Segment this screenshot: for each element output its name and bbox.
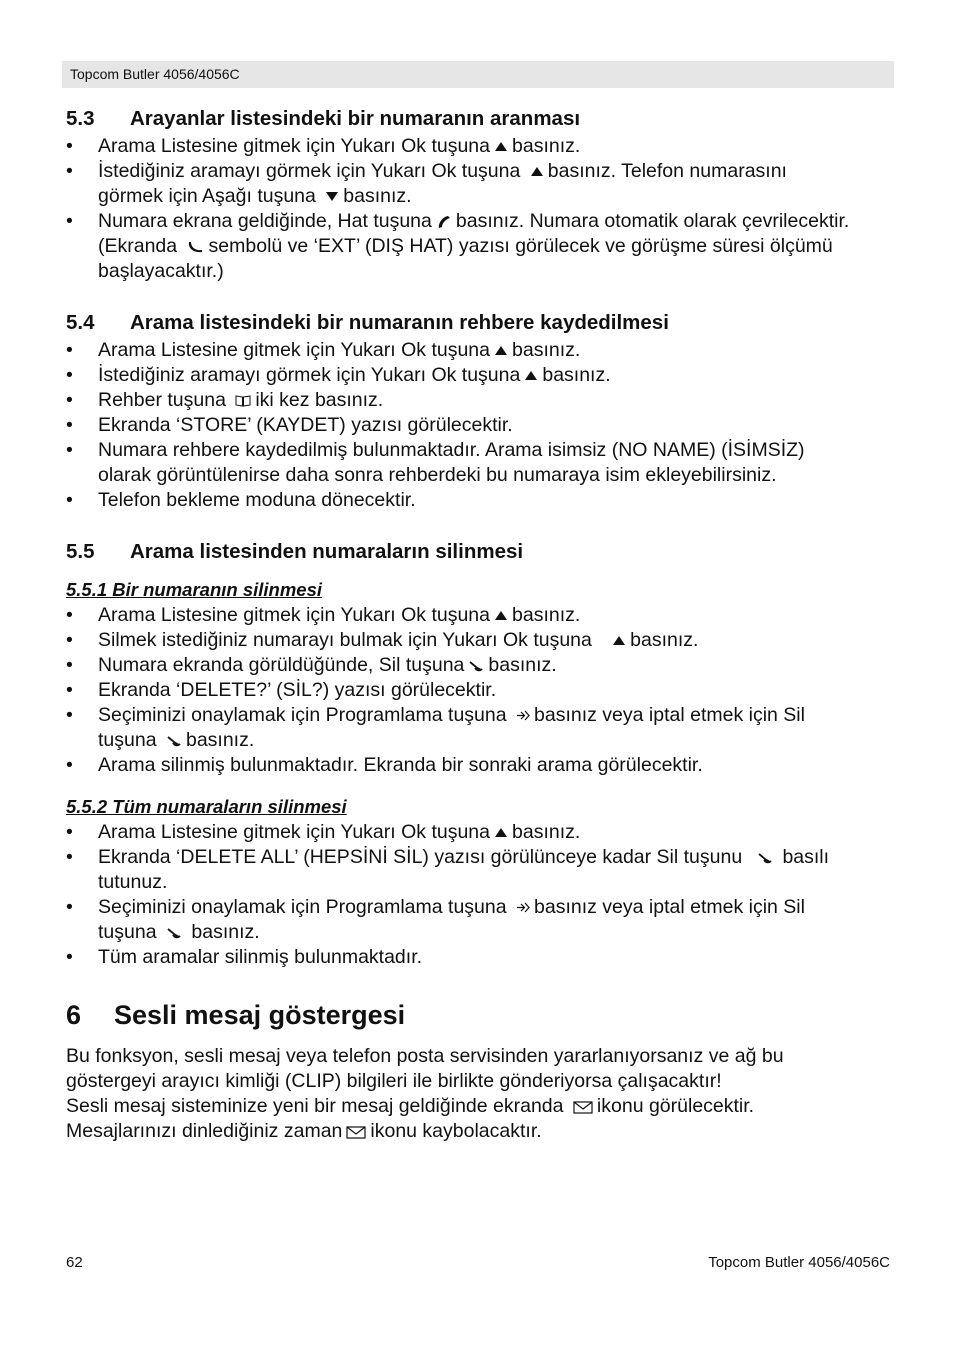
- list-item: • Ekranda ‘DELETE?’ (SİL?) yazısı görülecektir.: [66, 678, 894, 703]
- list-item: • Numara ekranda görüldüğünde, Sil tuşuna basınız.: [66, 653, 894, 678]
- list-item: • Silmek istediğiniz numarayı bulmak için Yukarı Ok tuşuna basınız.: [66, 628, 894, 653]
- subsection-5-5-2-heading: 5.5.2 Tüm numaraların silinmesi: [66, 796, 347, 817]
- list-item: • Telefon bekleme moduna dönecektir.: [66, 488, 894, 513]
- list-item: • Arama Listesine gitmek için Yukarı Ok tuşuna basınız.: [66, 134, 894, 159]
- envelope-icon: [346, 1125, 366, 1139]
- delete-key-icon: [166, 734, 182, 747]
- list-item: • Ekranda ‘STORE’ (KAYDET) yazısı görülecektir.: [66, 413, 894, 438]
- subsection-5-5-1-heading: 5.5.1 Bir numaranın silinmesi: [66, 579, 323, 600]
- program-key-icon: [516, 709, 530, 722]
- list-item: • Arama Listesine gitmek için Yukarı Ok tuşuna basınız.: [66, 338, 894, 363]
- section-5-4-list: [66, 338, 894, 513]
- delete-key-icon: [166, 926, 182, 939]
- program-key-icon: [516, 901, 530, 914]
- up-arrow-icon: [494, 345, 508, 356]
- subsection-5-5-1-list: [66, 603, 894, 778]
- list-item: • Tüm aramalar silinmiş bulunmaktadır.: [66, 945, 894, 970]
- list-item: • Ekranda ‘DELETE ALL’ (HEPSİNİ SİL) yazısı görülünceye kadar Sil tuşunu basılı tutunuz.: [66, 845, 894, 895]
- list-item: • İstediğiniz aramayı görmek için Yukarı Ok tuşuna basınız. Telefon numarasını görmek için Aşağı tuşuna basınız.: [66, 159, 894, 209]
- header-title: Topcom Butler 4056/4056C: [70, 66, 240, 82]
- list-item: • Numara ekrana geldiğinde, Hat tuşuna basınız. Numara otomatik olarak çevrilecektir. (Ekranda sembolü ve ‘EXT’ (DIŞ HAT) yazısı görülecek ve görüşme süresi ölçümü başlayacaktır.): [66, 209, 894, 284]
- down-arrow-icon: [325, 191, 339, 202]
- section-5-5-heading: 5.5 Arama listesinden numaraların silinmesi: [66, 540, 524, 563]
- list-item: • Seçiminizi onaylamak için Programlama tuşuna basınız veya iptal etmek için Sil tuşuna basınız.: [66, 703, 894, 753]
- list-item: • İstediğiniz aramayı görmek için Yukarı Ok tuşuna basınız.: [66, 363, 894, 388]
- section-5-3-heading: 5.3 Arayanlar listesindeki bir numaranın aranması: [66, 107, 581, 130]
- page-number: 62: [66, 1254, 83, 1271]
- list-item: • Arama Listesine gitmek için Yukarı Ok tuşuna basınız.: [66, 820, 894, 845]
- list-item: • Seçiminizi onaylamak için Programlama tuşuna basınız veya iptal etmek için Sil tuşuna basınız.: [66, 895, 894, 945]
- page-header: [62, 61, 894, 88]
- list-item: • Rehber tuşuna iki kez basınız.: [66, 388, 894, 413]
- up-arrow-icon: [494, 827, 508, 838]
- phone-handset-icon: [436, 214, 452, 230]
- envelope-icon: [573, 1100, 593, 1114]
- call-symbol-icon: [187, 239, 205, 255]
- up-arrow-icon: [494, 610, 508, 621]
- footer-title: Topcom Butler 4056/4056C: [708, 1254, 890, 1271]
- subsection-5-5-2-list: [66, 820, 894, 970]
- up-arrow-icon: [530, 166, 544, 177]
- delete-key-icon: [468, 659, 484, 672]
- list-item: • Numara rehbere kaydedilmiş bulunmaktadır. Arama isimsiz (NO NAME) (İSİMSİZ) olarak görüntülenirse daha sonra rehberdeki bu numaraya isim ekleyebilirsiniz.: [66, 438, 894, 488]
- section-6-heading: 6 Sesli mesaj göstergesi: [66, 1000, 406, 1030]
- phonebook-icon: [235, 394, 251, 407]
- up-arrow-icon: [494, 141, 508, 152]
- up-arrow-icon: [524, 370, 538, 381]
- page-content: [66, 104, 894, 1144]
- list-item: • Arama silinmiş bulunmaktadır. Ekranda bir sonraki arama görülecektir.: [66, 753, 894, 778]
- paragraph: Bu fonksyon, sesli mesaj veya telefon posta servisinden yararlanıyorsanız ve ağ bu göstergeyi arayıcı kimliği (CLIP) bilgileri ile birlikte gönderiyorsa çalışacaktır! Sesli mesaj sisteminize yeni bir mesaj geldiğinde ekranda ikonu görülecektir. Mesajlarınızı dinlediğiniz zaman ikonu kaybolacaktır.: [66, 1045, 784, 1142]
- section-5-4-heading: 5.4 Arama listesindeki bir numaranın rehbere kaydedilmesi: [66, 311, 669, 334]
- section-5-3-list: [66, 134, 894, 284]
- delete-key-icon: [757, 851, 773, 864]
- up-arrow-icon: [612, 635, 626, 646]
- list-item: • Arama Listesine gitmek için Yukarı Ok tuşuna basınız.: [66, 603, 894, 628]
